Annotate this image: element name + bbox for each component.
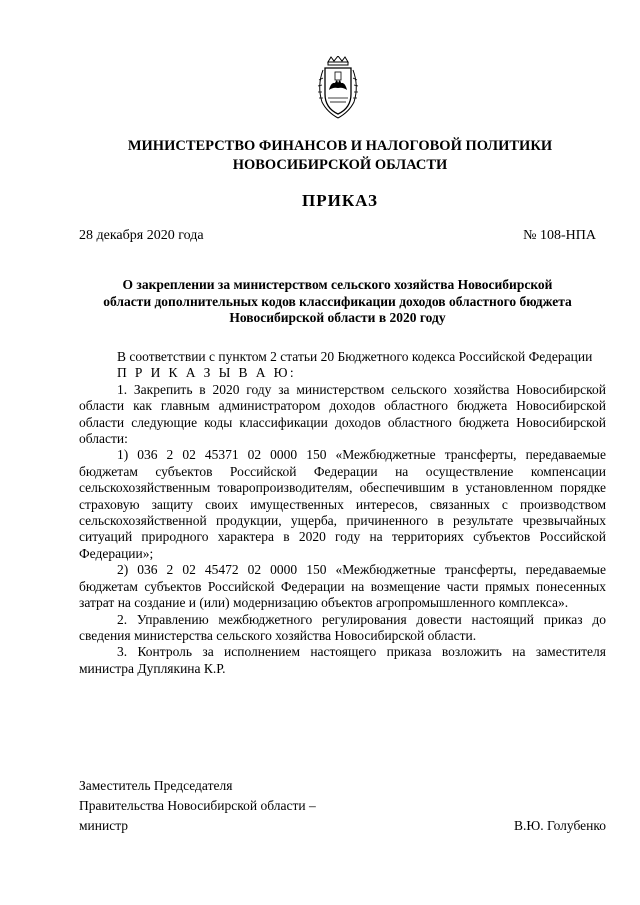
subject-line-3: Новосибирской области в 2020 году: [229, 310, 446, 325]
item-1-paragraph: 1. Закрепить в 2020 году за министерством сельского хозяйства Новосибирской области как главным администратором доходов областного бюджета Новосибирской области следующие коды классификации доходов областного бюджета Новосибирской области:: [79, 381, 606, 447]
signatory-title-line-1: Заместитель Председателя: [79, 778, 233, 793]
signatory-title-line-2: Правительства Новосибирской области –: [79, 798, 316, 813]
subject-line-2: области дополнительных кодов классификации доходов областного бюджета: [103, 293, 572, 309]
document-body: [79, 349, 606, 677]
document-subject: [79, 277, 596, 327]
document-type-title: ПРИКАЗ: [302, 191, 378, 210]
preamble-paragraph: В соответствии с пунктом 2 статьи 20 Бюджетного кодекса Российской Федерации: [117, 349, 593, 364]
ministry-name: [60, 137, 620, 175]
signatory-title-line-3: министр: [79, 818, 129, 833]
ministry-line-1: МИНИСТЕРСТВО ФИНАНСОВ И НАЛОГОВОЙ ПОЛИТИКИ: [127, 138, 553, 154]
ministry-line-2: НОВОСИБИРСКОЙ ОБЛАСТИ: [232, 157, 448, 173]
document-number: № 108-НПА: [523, 228, 596, 243]
document-date: 28 декабря 2020 года: [79, 228, 204, 243]
item-1-1-paragraph: 1) 036 2 02 45371 02 0000 150 «Межбюджетные трансферты, передаваемые бюджетам субъектов Российской Федерации на осуществление компенсации сельскохозяйственным товаропроизводителям, обеспечившим в установленном порядке страховую защиту своих имущественных интересов, связанных с производством сельскохозяйственной продукции, ущерба, причиненного в результате чрезвычайных ситуаций природного характера в 2020 году на территориях субъектов Российской Федерации»;: [79, 447, 606, 561]
item-3-paragraph: 3. Контроль за исполнением настоящего приказа возложить на заместителя министра Дуплякина К.Р.: [79, 644, 606, 676]
signatory-final-line: [79, 816, 606, 836]
order-word: П Р И К А З Ы В А Ю:: [117, 365, 297, 381]
subject-line-1: О закреплении за министерством сельского хозяйства Новосибирской: [122, 277, 553, 292]
signatory-name: В.Ю. Голубенко: [513, 818, 606, 833]
novosibirsk-coat-of-arms-icon: [313, 56, 363, 120]
signature-block: [79, 776, 606, 836]
item-1-2-paragraph: 2) 036 2 02 45472 02 0000 150 «Межбюджетные трансферты, передаваемые бюджетам субъектов Российской Федерации на возмещение части прямых понесенных затрат на создание и (или) модернизацию объектов агропромышленного комплекса».: [79, 562, 606, 611]
item-2-paragraph: 2. Управлению межбюджетного регулирования довести настоящий приказ до сведения министерства сельского хозяйства Новосибирской области.: [79, 611, 606, 643]
